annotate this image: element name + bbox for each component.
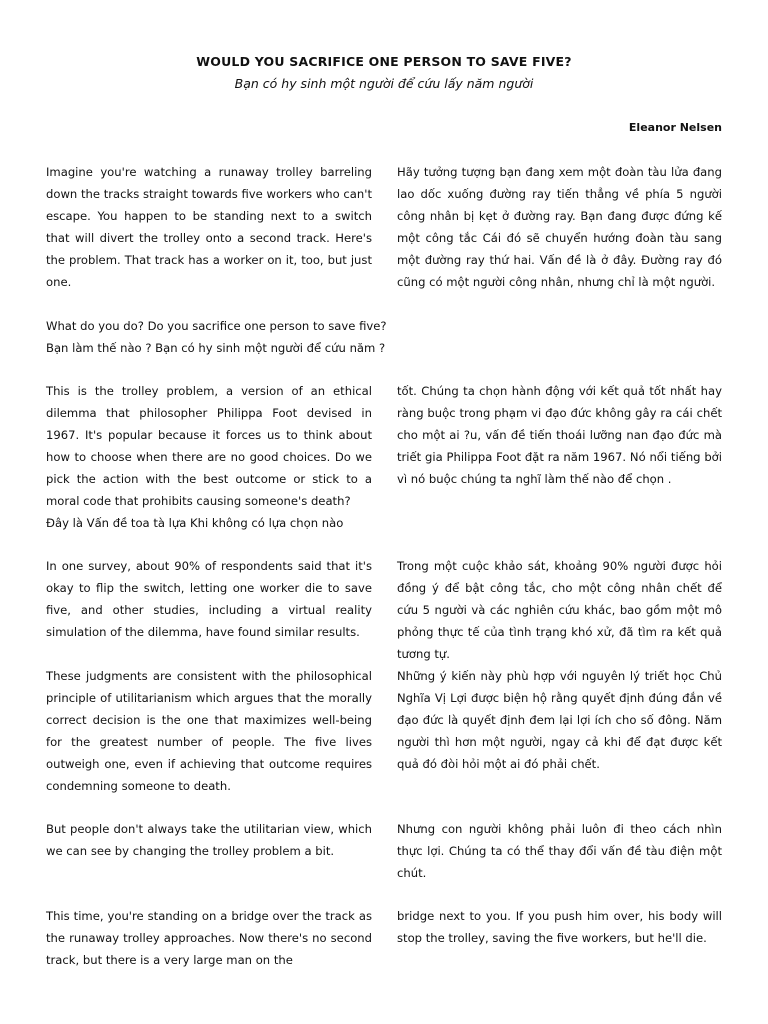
paragraph-4-vietnamese: Trong một cuộc khảo sát, khoảng 90% người được hỏi đồng ý để bật công tắc, cho một công nhân chết để cứu 5 người và các nghiên cứu khác, bao gồm một mô phỏng thực tế của tình trạng khó xử, đã tìm ra kết quả tương tự. [397,559,722,661]
paragraph-7-english-continued: bridge next to you. If you push him over, his body will stop the trolley, saving the five workers, but he'll die. [397,909,722,945]
paragraph-7-english: This time, you're standing on a bridge over the track as the runaway trolley approaches. Now there's no second track, but there is a very large man on the [46,909,372,967]
paragraph-6-vietnamese: Nhưng con người không phải luôn đi theo cách nhìn thực lợi. Chúng ta có thể thay đổi vấn đề tàu điện một chút. [397,822,722,880]
document-title: WOULD YOU SACRIFICE ONE PERSON TO SAVE FIVE? [196,54,572,69]
paragraph-5-english: These judgments are consistent with the philosophical principle of utilitarianism which argues that the morally correct decision is the one that maximizes well-being for the greatest number of people. The five lives outweigh one, even if achieving that outcome requires condemning someone to death. [46,669,372,793]
paragraph-3-left [46,380,372,534]
paragraph-5-vietnamese: Những ý kiến này phù hợp với nguyên lý triết học Chủ Nghĩa Vị Lợi được biện hộ rằng quyết định đúng đắn về đạo đức là quyết định đem lại lợi ích cho số đông. Năm người thì hơn một người, ngay cả khi để đạt được kết quả đó đòi hỏi một ai đó phải chết. [397,669,722,771]
paragraph-2 [46,315,722,359]
paragraph-4-english: In one survey, about 90% of respondents said that it's okay to flip the switch, letting one worker die to save five, and other studies, including a virtual reality simulation of the dilemma, have found similar results. [46,559,372,639]
paragraph-6-english: But people don't always take the utilitarian view, which we can see by changing the trolley problem a bit. [46,822,372,858]
paragraph-3-vietnamese: tốt. Chúng ta chọn hành động với kết quả tốt nhất hay ràng buộc trong phạm vi đạo đức không gây ra cái chết cho một ai ?u, vấn đề tiến thoái lưỡng nan đạo đức mà triết gia Philippa Foot đặt ra năm 1967. Nó nổi tiếng bởi vì nó buộc chúng ta nghĩ làm thế nào để chọn . [397,384,722,486]
paragraph-3-vietnamese-start: Đây là Vấn đề toa tà lựa Khi không có lựa chọn nào [46,516,344,530]
paragraph-2-english: What do you do? Do you sacrifice one person to save five? [46,319,387,333]
paragraph-1-english: Imagine you're watching a runaway trolley barreling down the tracks straight towards five workers who can't escape. You happen to be standing next to a switch that will divert the trolley onto a second track. Here's the problem. That track has a worker on it, too, but just one. [46,165,372,289]
author-name: Eleanor Nelsen [628,121,722,134]
document-subtitle: Bạn có hy sinh một người để cứu lấy năm người [234,76,534,91]
paragraph-2-vietnamese: Bạn làm thế nào ? Bạn có hy sinh một người để cứu năm ? [46,341,386,355]
paragraph-1-vietnamese: Hãy tưởng tượng bạn đang xem một đoàn tàu lửa đang lao dốc xuống đường ray tiến thẳng về phía 5 người công nhân bị kẹt ở đường ray. Bạn đang được đứng kế một công tắc Cái đó sẽ chuyển hướng đoàn tàu sang một đường ray thứ hai. Vấn đề là ở đây. Đường ray đó cũng có một người công nhân, nhưng chỉ là một người. [397,165,722,289]
paragraph-3-english: This is the trolley problem, a version of an ethical dilemma that philosopher Philippa Foot devised in 1967. It's popular because it forces us to think about how to choose when there are no good choices. Do we pick the action with the best outcome or stick to a moral code that prohibits causing someone's death? [46,384,372,508]
